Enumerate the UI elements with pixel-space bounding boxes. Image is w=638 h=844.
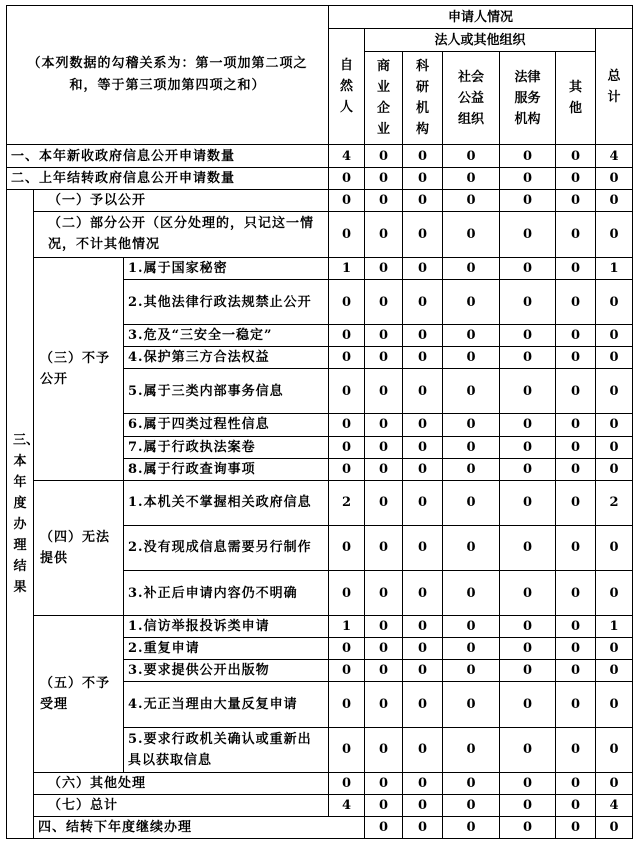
cell: 0 — [329, 414, 365, 436]
section-3-label: 三、本年度办理结果 — [7, 189, 34, 838]
cell: 0 — [329, 458, 365, 480]
table-row — [7, 480, 633, 525]
cell: 0 — [403, 347, 443, 369]
cell: 0 — [556, 325, 596, 347]
cell: 0 — [556, 772, 596, 794]
cell: 0 — [403, 794, 443, 816]
cell: 0 — [403, 682, 443, 727]
cell: 0 — [403, 257, 443, 279]
cell: 0 — [403, 727, 443, 772]
cell: 0 — [329, 660, 365, 682]
cell: 0 — [443, 279, 500, 324]
cell: 1 — [596, 257, 633, 279]
cell: 0 — [365, 682, 403, 727]
cell: 0 — [443, 727, 500, 772]
cell: 0 — [443, 638, 500, 660]
cell: 2 — [596, 480, 633, 525]
row-label: （六）其他处理 — [34, 772, 329, 794]
social-header: 社会公益组织 — [443, 52, 500, 145]
cell: 0 — [329, 525, 365, 570]
cell: 0 — [443, 257, 500, 279]
cell: 4 — [596, 145, 633, 167]
row-label: 3.要求提供公开出版物 — [124, 660, 329, 682]
cell: 0 — [556, 816, 596, 838]
row-label: 2.没有现成信息需要另行制作 — [124, 525, 329, 570]
cell: 0 — [556, 660, 596, 682]
cell: 0 — [596, 570, 633, 615]
row-label: 二、上年结转政府信息公开申请数量 — [7, 167, 329, 189]
cell: 4 — [329, 145, 365, 167]
row-label: （二）部分公开（区分处理的，只记这一情况，不计其他情况 — [34, 211, 329, 257]
cell: 0 — [556, 211, 596, 257]
cell: 0 — [403, 369, 443, 414]
business-header: 商业企业 — [365, 52, 403, 145]
cell: 0 — [365, 772, 403, 794]
cell: 0 — [596, 727, 633, 772]
cell: 0 — [403, 616, 443, 638]
row-label: 4.保护第三方合法权益 — [124, 347, 329, 369]
cell: 0 — [443, 436, 500, 458]
cell: 0 — [443, 816, 500, 838]
cell: 0 — [329, 727, 365, 772]
cell: 0 — [556, 145, 596, 167]
cell: 0 — [403, 660, 443, 682]
cell: 0 — [329, 570, 365, 615]
row-label: 一、本年新收政府信息公开申请数量 — [7, 145, 329, 167]
natural-person-header: 自然人 — [329, 29, 365, 145]
disclosure-table — [6, 5, 633, 839]
cell: 0 — [329, 772, 365, 794]
cell: 0 — [443, 570, 500, 615]
cell: 0 — [556, 458, 596, 480]
cell: 0 — [365, 325, 403, 347]
cell: 0 — [556, 682, 596, 727]
cell: 0 — [403, 436, 443, 458]
cell: 0 — [500, 816, 556, 838]
row-label: 四、结转下年度继续办理 — [34, 816, 365, 838]
row-label: 2.其他法律行政法规禁止公开 — [124, 279, 329, 324]
cell: 0 — [443, 458, 500, 480]
cell: 0 — [329, 189, 365, 211]
row-label: （一）予以公开 — [34, 189, 329, 211]
cell: 0 — [443, 682, 500, 727]
table-row — [7, 145, 633, 167]
cell: 0 — [596, 458, 633, 480]
table-row — [7, 257, 633, 279]
table-row — [7, 794, 633, 816]
row-label: 1.属于国家秘密 — [124, 257, 329, 279]
cell: 0 — [500, 570, 556, 615]
cell: 0 — [403, 279, 443, 324]
cell: 0 — [403, 458, 443, 480]
cell: 0 — [329, 682, 365, 727]
cell: 0 — [365, 638, 403, 660]
cell: 0 — [556, 616, 596, 638]
cell: 0 — [596, 682, 633, 727]
row-label: 2.重复申请 — [124, 638, 329, 660]
cell: 0 — [500, 436, 556, 458]
cell: 0 — [365, 480, 403, 525]
cell: 0 — [596, 369, 633, 414]
cell: 2 — [329, 480, 365, 525]
cell: 0 — [443, 772, 500, 794]
cell: 0 — [556, 638, 596, 660]
cell: 0 — [365, 570, 403, 615]
cell: 0 — [500, 794, 556, 816]
cell: 0 — [500, 369, 556, 414]
cell: 0 — [443, 145, 500, 167]
cell: 0 — [365, 616, 403, 638]
cell: 0 — [365, 167, 403, 189]
row-label: 3.危及“三安全一稳定” — [124, 325, 329, 347]
cell: 0 — [365, 347, 403, 369]
cell: 0 — [596, 279, 633, 324]
cell: 0 — [556, 167, 596, 189]
table-row — [7, 772, 633, 794]
cell: 0 — [500, 347, 556, 369]
cell: 0 — [365, 414, 403, 436]
cell: 0 — [329, 167, 365, 189]
cell: 0 — [365, 794, 403, 816]
cell: 0 — [443, 616, 500, 638]
cell: 0 — [556, 525, 596, 570]
cell: 0 — [443, 347, 500, 369]
cell: 0 — [596, 167, 633, 189]
cell: 0 — [443, 794, 500, 816]
cell: 0 — [329, 325, 365, 347]
cell: 0 — [443, 369, 500, 414]
table-note: （本列数据的勾稽关系为：第一项加第二项之和，等于第三项加第四项之和） — [7, 6, 329, 145]
cell: 0 — [596, 525, 633, 570]
cell: 0 — [403, 816, 443, 838]
row-label: 7.属于行政执法案卷 — [124, 436, 329, 458]
cell: 0 — [596, 189, 633, 211]
table-row — [7, 816, 633, 838]
research-header: 科研机构 — [403, 52, 443, 145]
cell: 0 — [556, 727, 596, 772]
cell: 0 — [500, 772, 556, 794]
cell: 1 — [329, 616, 365, 638]
cell: 0 — [500, 279, 556, 324]
cell: 0 — [403, 570, 443, 615]
cell: 0 — [556, 189, 596, 211]
row-label: 4.无正当理由大量反复申请 — [124, 682, 329, 727]
cell: 0 — [329, 638, 365, 660]
cell: 0 — [556, 347, 596, 369]
group-3-label: （三）不予公开 — [34, 257, 124, 480]
cell: 0 — [365, 525, 403, 570]
cell: 0 — [556, 257, 596, 279]
cell: 0 — [443, 167, 500, 189]
row-label: 1.本机关不掌握相关政府信息 — [124, 480, 329, 525]
legal-group-header: 法人或其他组织 — [365, 29, 596, 52]
cell: 0 — [500, 616, 556, 638]
cell: 0 — [500, 414, 556, 436]
cell: 0 — [500, 682, 556, 727]
cell: 0 — [500, 167, 556, 189]
table-row — [7, 167, 633, 189]
cell: 0 — [403, 414, 443, 436]
cell: 1 — [329, 257, 365, 279]
row-label: 5.要求行政机关确认或重新出具以获取信息 — [124, 727, 329, 772]
cell: 0 — [500, 257, 556, 279]
cell: 0 — [329, 347, 365, 369]
cell: 0 — [500, 660, 556, 682]
table-row — [7, 616, 633, 638]
row-label: 5.属于三类内部事务信息 — [124, 369, 329, 414]
cell: 0 — [365, 458, 403, 480]
cell: 0 — [365, 145, 403, 167]
cell: 0 — [556, 369, 596, 414]
cell: 0 — [596, 660, 633, 682]
cell: 0 — [500, 727, 556, 772]
cell: 0 — [443, 480, 500, 525]
row-label: 8.属于行政查询事项 — [124, 458, 329, 480]
cell: 0 — [500, 189, 556, 211]
cell: 0 — [500, 325, 556, 347]
cell: 1 — [596, 616, 633, 638]
group-4-label: （四）无法提供 — [34, 480, 124, 615]
cell: 0 — [500, 638, 556, 660]
cell: 0 — [443, 189, 500, 211]
cell: 0 — [556, 279, 596, 324]
cell: 0 — [443, 414, 500, 436]
cell: 0 — [365, 257, 403, 279]
row-label: 6.属于四类过程性信息 — [124, 414, 329, 436]
cell: 0 — [365, 211, 403, 257]
cell: 0 — [403, 211, 443, 257]
cell: 0 — [329, 279, 365, 324]
cell: 0 — [556, 794, 596, 816]
cell: 0 — [556, 480, 596, 525]
cell: 0 — [443, 325, 500, 347]
cell: 0 — [500, 458, 556, 480]
cell: 0 — [365, 436, 403, 458]
other-header: 其他 — [556, 52, 596, 145]
legal-service-header: 法律服务机构 — [500, 52, 556, 145]
cell: 0 — [596, 347, 633, 369]
cell: 0 — [329, 211, 365, 257]
group-5-label: （五）不予受理 — [34, 616, 124, 773]
cell: 0 — [500, 211, 556, 257]
cell: 0 — [403, 638, 443, 660]
table-row — [7, 189, 633, 211]
cell: 0 — [596, 638, 633, 660]
cell: 0 — [596, 211, 633, 257]
cell: 0 — [500, 525, 556, 570]
cell: 0 — [556, 570, 596, 615]
cell: 0 — [403, 325, 443, 347]
cell: 0 — [365, 727, 403, 772]
cell: 0 — [596, 772, 633, 794]
row-label: （七）总计 — [34, 794, 329, 816]
cell: 0 — [365, 189, 403, 211]
cell: 0 — [329, 369, 365, 414]
cell: 4 — [329, 794, 365, 816]
cell: 0 — [596, 325, 633, 347]
cell: 0 — [365, 369, 403, 414]
cell: 0 — [403, 167, 443, 189]
table-row — [7, 211, 633, 257]
cell: 0 — [596, 816, 633, 838]
cell: 0 — [443, 211, 500, 257]
cell: 0 — [403, 525, 443, 570]
cell: 0 — [365, 816, 403, 838]
total-header: 总计 — [596, 29, 633, 145]
row-label: 3.补正后申请内容仍不明确 — [124, 570, 329, 615]
cell: 0 — [556, 436, 596, 458]
cell: 0 — [596, 436, 633, 458]
cell: 4 — [596, 794, 633, 816]
cell: 0 — [403, 189, 443, 211]
cell: 0 — [403, 480, 443, 525]
cell: 0 — [596, 414, 633, 436]
cell: 0 — [365, 660, 403, 682]
cell: 0 — [329, 436, 365, 458]
cell: 0 — [500, 145, 556, 167]
applicant-header: 申请人情况 — [329, 6, 633, 29]
cell: 0 — [556, 414, 596, 436]
cell: 0 — [403, 772, 443, 794]
cell: 0 — [403, 145, 443, 167]
row-label: 1.信访举报投诉类申请 — [124, 616, 329, 638]
cell: 0 — [365, 279, 403, 324]
cell: 0 — [443, 525, 500, 570]
cell: 0 — [500, 480, 556, 525]
cell: 0 — [443, 660, 500, 682]
